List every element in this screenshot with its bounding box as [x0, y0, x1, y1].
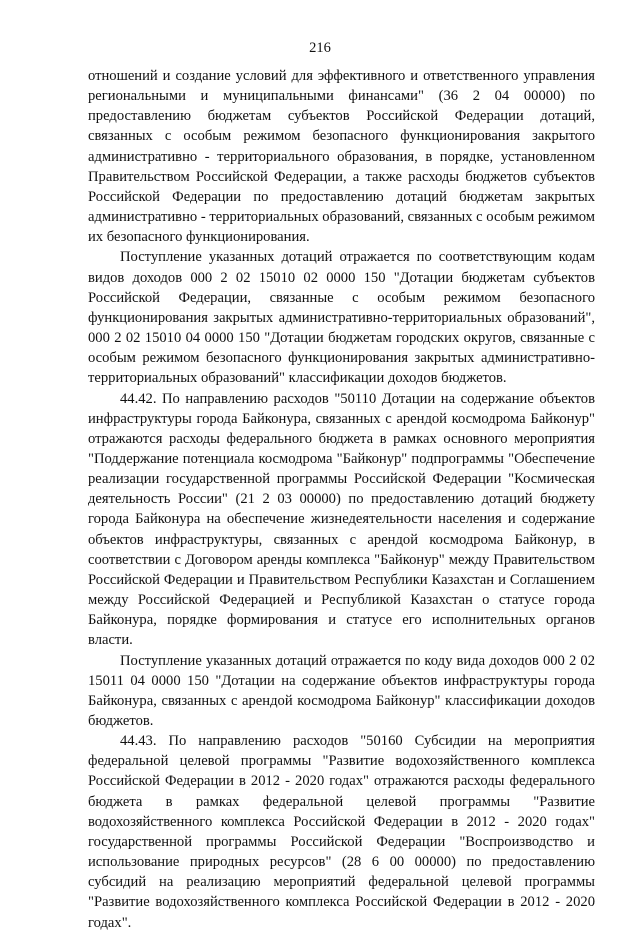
paragraph-continuation: отношений и создание условий для эффективного и ответственного управления региональными и муниципальными финансами" (36 2 04 00000) по предоставлению бюджетам субъектов Российской Федерации дотаций, связанных с особым режимом безопасного функционирования закрытого административно - территориального образования, в порядке, установленном Правительством Российской Федерации, а также расходы бюджетов субъектов Российской Федерации по предоставлению дотаций бюджетам закрытых административно - территориальных образований, связанных с особым режимом их безопасного функционирования. [88, 68, 595, 246]
paragraph-44-42: 44.42. По направлению расходов "50110 Дотации на содержание объектов инфраструктуры города Байконура, связанных с арендой космодрома Байконур" отражаются расходы федерального бюджета в рамках основного мероприятия "Поддержание потенциала космодрома "Байконур" подпрограммы "Обеспечение реализации государственной программы Российской Федерации "Космическая деятельность России" (21 2 03 00000) по предоставлению дотаций бюджету города Байконура на обеспечение жизнедеятельности населения и содержание объектов инфраструктуры, связанных с арендой космодрома Байконур, в соответствии с Договором аренды комплекса "Байконур" между Правительством Российской Федерации и Правительством Республики Казахстан и Соглашением между Российской Федерацией и Республикой Казахстан о статусе города Байконура, порядке формирования и статусе его исполнительных органов власти. [88, 390, 595, 649]
paragraph-income-codes-baikonur: Поступление указанных дотаций отражается по коду вида доходов 000 2 02 15011 04 0000 150 "Дотации на содержание объектов инфраструктуры города Байконура, связанных с арендой космодрома Байконур" классификации доходов бюджетов. [88, 652, 595, 729]
paragraph-44-43: 44.43. По направлению расходов "50160 Субсидии на мероприятия федеральной целевой программы "Развитие водохозяйственного комплекса Российской Федерации в 2012 - 2020 годах" отражаются расходы федерального бюджета в рамках федеральной целевой программы "Развитие водохозяйственного комплекса Российской Федерации в 2012 - 2020 годах" государственной программы Российской Федерации "Воспроизводство и использование природных ресурсов" (28 6 00 00000) по предоставлению субсидий на реализацию мероприятий федеральной целевой программы "Развитие водохозяйственного комплекса Российской Федерации в 2012 - 2020 годах". [88, 733, 595, 931]
document-body [88, 66, 595, 933]
paragraph-income-codes-zato: Поступление указанных дотаций отражается по соответствующим кодам видов доходов 000 2 02 15010 02 0000 150 "Дотации бюджетам субъектов Российской Федерации, связанные с особым режимом безопасного функционирования закрытых административно-территориальных образований", 000 2 02 15010 04 0000 150 "Дотации бюджетам городских округов, связанные с особым режимом безопасного функционирования закрытых административно-территориальных образований" классификации доходов бюджетов. [88, 249, 595, 387]
page-number: 216 [309, 40, 331, 56]
